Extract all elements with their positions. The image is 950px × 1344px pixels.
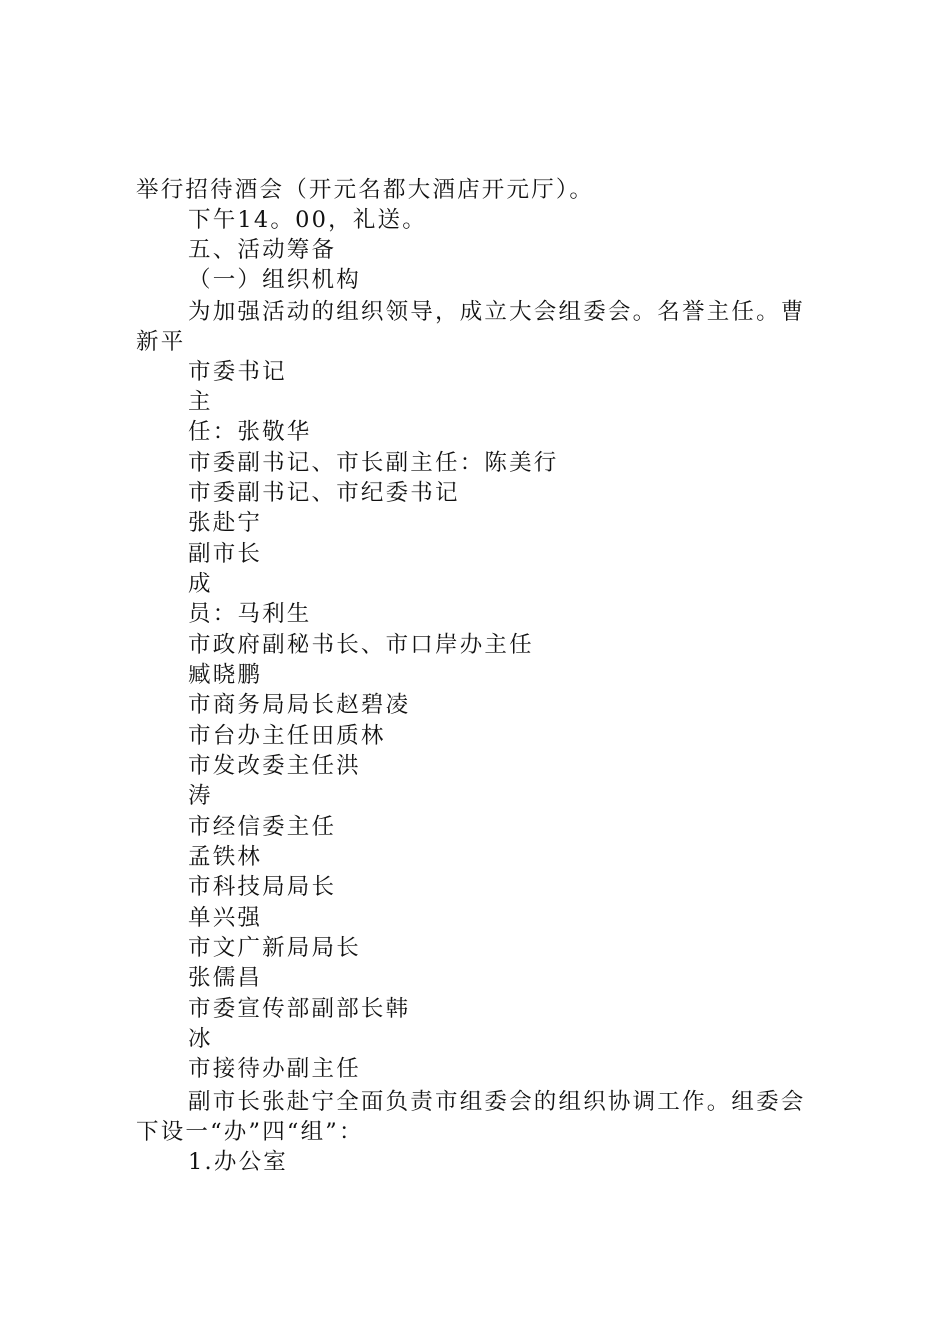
paragraph-line: 为加强活动的组织领导，成立大会组委会。名誉主任。曹: [188, 299, 806, 325]
text-line: 张儒昌: [188, 965, 263, 991]
text-line: 张赴宁: [188, 510, 263, 536]
text-line: 副市长: [188, 541, 263, 567]
paragraph-line: 新平: [136, 329, 186, 355]
text-line: 成: [188, 571, 213, 597]
text-line: 市委宣传部副部长韩: [188, 996, 411, 1022]
text-line: 主: [188, 389, 213, 415]
text-line: 市委书记: [188, 359, 287, 385]
section-heading: 五、活动筹备: [188, 237, 337, 263]
text-line: 市委副书记、市纪委书记: [188, 480, 460, 506]
paragraph-line: 下设一“办”四“组”：: [136, 1119, 364, 1145]
text-line: 员：马利生: [188, 601, 312, 627]
text-line: 举行招待酒会（开元名都大酒店开元厅）。: [136, 177, 595, 203]
subsection-heading: （一）组织机构: [188, 267, 361, 293]
text-line: 市委副书记、市长副主任：陈美行: [188, 450, 559, 476]
paragraph-line: 副市长张赴宁全面负责市组委会的组织协调工作。组委会: [188, 1089, 806, 1115]
list-item: 1.办公室: [188, 1149, 288, 1175]
text-line: 任：张敬华: [188, 419, 312, 445]
text-line: 市台办主任田质林: [188, 723, 386, 749]
text-line: 下午14。00，礼送。: [188, 207, 427, 233]
text-line: 市经信委主任: [188, 814, 337, 840]
text-line: 市政府副秘书长、市口岸办主任: [188, 632, 534, 658]
text-line: 涛: [188, 783, 213, 809]
text-line: 市接待办副主任: [188, 1056, 361, 1082]
text-line: 单兴强: [188, 905, 263, 931]
text-line: 市科技局局长: [188, 874, 337, 900]
text-line: 市文广新局局长: [188, 935, 361, 961]
text-line: 孟铁林: [188, 844, 263, 870]
text-line: 市发改委主任洪: [188, 753, 361, 779]
text-line: 臧晓鹏: [188, 662, 263, 688]
text-line: 冰: [188, 1026, 213, 1052]
text-line: 市商务局局长赵碧凌: [188, 692, 411, 718]
